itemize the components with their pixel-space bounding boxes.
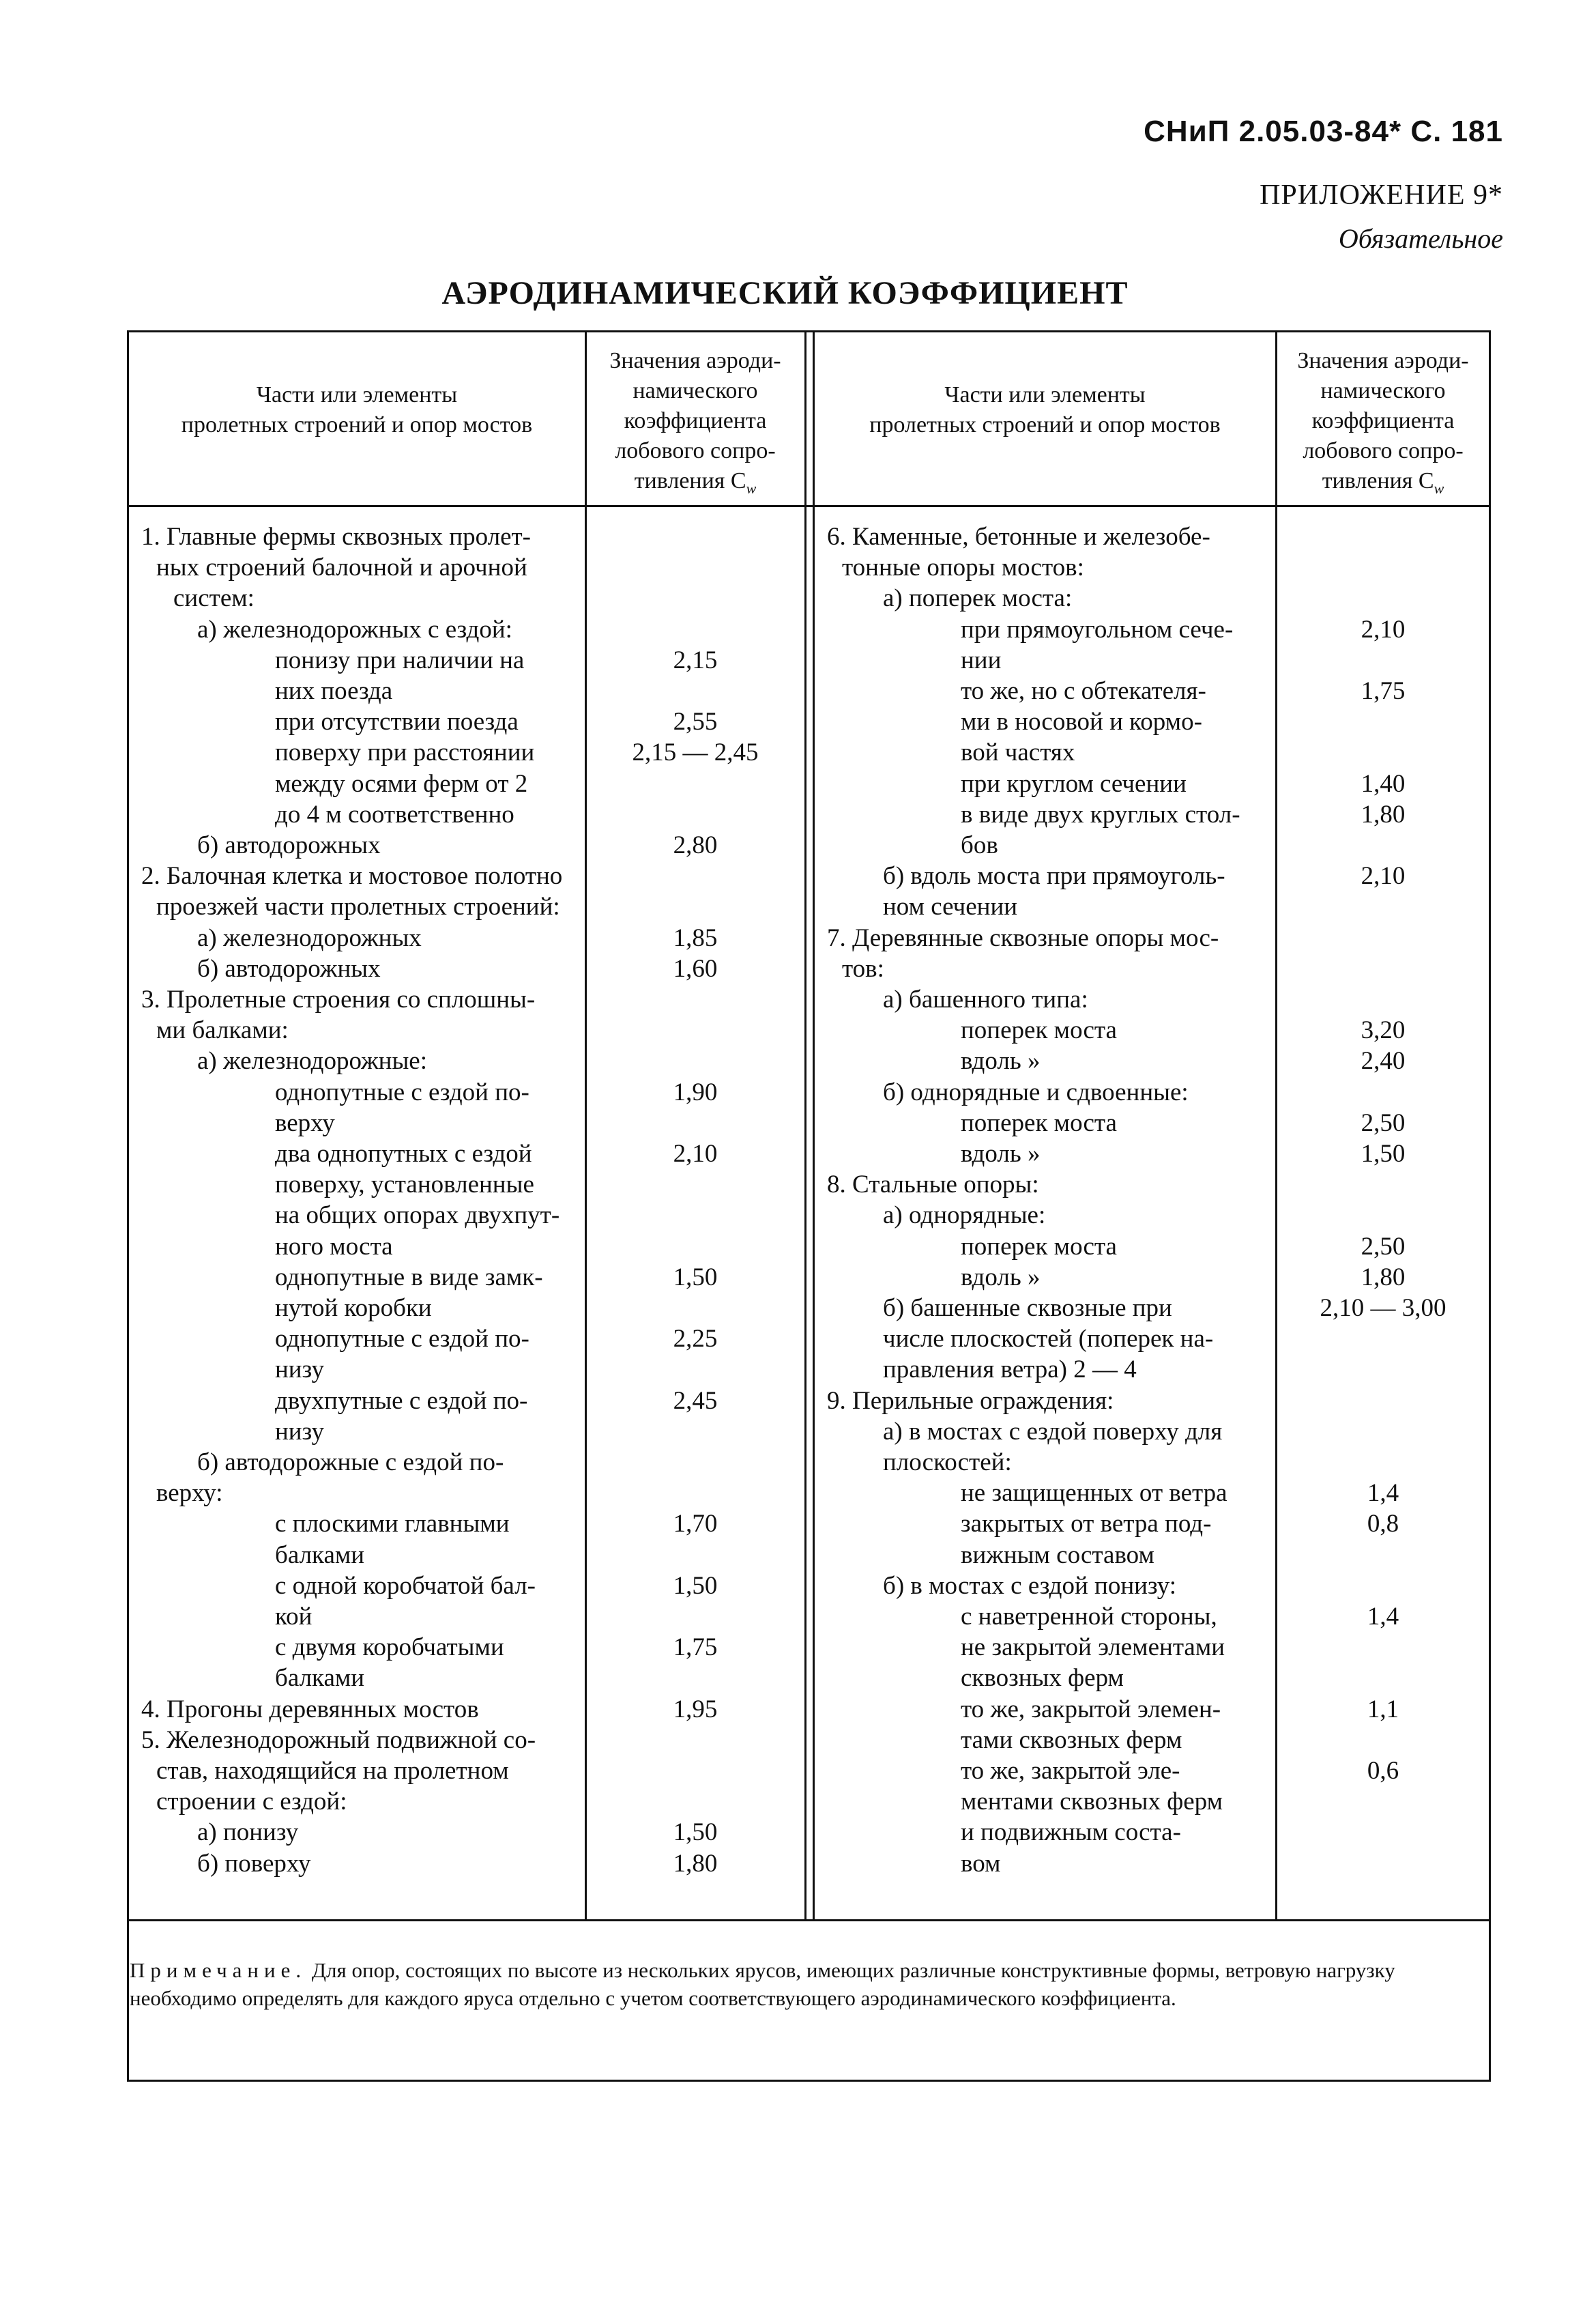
header-parts-line2: пролетных строений и опор мостов [181,412,533,437]
table-row-text: нутой коробки [275,1294,432,1322]
table-row-text: верху [275,1108,335,1137]
table-row-text: систем: [173,584,255,613]
header-value-line4: лобового сопро- [1303,438,1464,463]
table-row-value: 2,10 [1361,862,1406,891]
document-code: СНиП 2.05.03-84* С. 181 [1144,115,1503,148]
table-row-text: а) железнодорожных [197,923,422,952]
table-row-text: поверху при расстоянии [275,738,535,767]
header-parts-right [815,380,1275,440]
table-row-value: 2,10 — 3,00 [1320,1294,1447,1322]
table-row-value: 2,25 [673,1325,718,1353]
table-row-value: 1,95 [673,1695,718,1723]
table-row-text: вижным составом [961,1540,1154,1569]
header-parts-line1: Части или элементы [944,382,1146,407]
table-row-text: не защищенных от ветра [961,1479,1227,1508]
table-row-value: 1,50 [1361,1140,1406,1168]
table-row-text: низу [275,1417,324,1446]
table-row-text: а) в мостах с ездой поверху для [883,1417,1223,1446]
table-row-text: закрытых от ветра под- [961,1510,1212,1538]
table-row-text: 6. Каменные, бетонные и железобе- [827,523,1210,551]
table-row-text: балками [275,1664,365,1693]
table-row-value: 3,20 [1361,1016,1406,1045]
table-row-value: 1,50 [673,1571,718,1600]
table-row-value: 1,4 [1367,1603,1399,1631]
table-row-value: 2,15 — 2,45 [632,738,759,767]
table-row-text: ми балками: [156,1016,289,1045]
table-row-text: балками [275,1540,365,1569]
table-row-text: то же, закрытой эле- [961,1757,1180,1785]
header-value-line2: намического [633,378,758,403]
table-row-value: 0,8 [1367,1510,1399,1538]
appendix-status: Обязательное [1338,223,1503,254]
table-row-text: 7. Деревянные сквозные опоры мос- [827,923,1219,952]
header-parts-left [129,380,585,440]
table-row-text: то же, но с обтекателя- [961,677,1206,705]
table-row-text: однопутные с ездой по- [275,1078,529,1106]
table-row-text: верху: [156,1479,223,1508]
table-row-value: 1,50 [673,1263,718,1291]
header-value-line1: Значения аэроди- [1297,348,1469,373]
header-parts-line1: Части или элементы [256,382,458,407]
table-row-value: 1,70 [673,1510,718,1538]
table-row-text: б) в мостах с ездой понизу: [883,1571,1177,1600]
table-row-text: б) поверху [197,1849,311,1878]
table-row-text: с плоскими главными [275,1510,510,1538]
table-row-text: а) однорядные: [883,1201,1046,1230]
table-row-text: однопутные с ездой по- [275,1325,529,1353]
table-row-text: строении с ездой: [156,1788,347,1816]
table-row-text: поперек моста [961,1108,1117,1137]
table-row-text: 5. Железнодорожный подвижной со- [141,1725,536,1754]
table-row-text: и подвижным соста- [961,1818,1181,1847]
table-row-text: а) железнодорожные: [197,1047,428,1076]
table-row-value: 2,15 [673,646,718,674]
table-row-value: 1,80 [673,1849,718,1878]
table-row-text: двухпутные с ездой по- [275,1386,528,1415]
table-row-text: 8. Стальные опоры: [827,1171,1039,1199]
page-title: АЭРОДИНАМИЧЕСКИЙ КОЭФФИЦИЕНТ [441,275,1129,311]
table-row-value: 1,90 [673,1078,718,1106]
table-row-text: числе плоскостей (поперек на- [883,1325,1214,1353]
table-row-text: при отсутствии поезда [275,708,519,736]
table-row-text: плоскостей: [883,1448,1012,1476]
header-value-left [586,346,804,504]
table-row-value: 1,40 [1361,769,1406,798]
note-lead: Примечание. [130,1958,307,1982]
table-row-value: 1,75 [673,1633,718,1662]
table-row-value: 2,50 [1361,1232,1406,1261]
column-divider-middle-b [813,332,815,1919]
table-row-text: поперек моста [961,1016,1117,1045]
table-row-text: не закрытой элементами [961,1633,1225,1662]
table-row-value: 2,45 [673,1386,718,1415]
header-value-line4: лобового сопро- [615,438,776,463]
table-row-value: 1,50 [673,1818,718,1847]
table-row-value: 1,60 [673,954,718,983]
column-divider-left [585,332,587,1919]
header-value-line2: намического [1320,378,1446,403]
table-row-text: б) башенные сквозные при [883,1294,1172,1322]
table-row-value: 0,6 [1367,1757,1399,1785]
table-row-value: 1,80 [1361,800,1406,829]
table-row-text: вом [961,1849,1001,1878]
table-row-text: вой частях [961,738,1075,767]
table-row-value: 1,85 [673,923,718,952]
column-divider-middle-a [804,332,806,1919]
table-row-value: 2,10 [673,1140,718,1168]
table-row-text: сквозных ферм [961,1664,1124,1693]
table-row-text: 9. Перильные ограждения: [827,1386,1114,1415]
table-row-text: низу [275,1355,324,1384]
table-row-text: на общих опорах двухпут- [275,1201,560,1230]
header-value-line3: коэффициента [624,408,767,433]
table-row-text: 1. Главные фермы сквозных пролет- [141,523,531,551]
table-row-value: 2,10 [1361,615,1406,644]
table-row-text: проезжей части пролетных строений: [156,893,560,921]
table-row-value: 2,80 [673,831,718,859]
table-row-text: 3. Пролетные строения со сплошны- [141,986,536,1014]
table-row-value: 2,50 [1361,1108,1406,1137]
table-row-value: 2,40 [1361,1047,1406,1076]
table-row-text: а) железнодорожных с ездой: [197,615,512,644]
header-parts-line2: пролетных строений и опор мостов [869,412,1221,437]
table-row-text: ном сечении [883,893,1018,921]
table-row-text: тонные опоры мостов: [842,554,1084,582]
table-row-value: 1,4 [1367,1479,1399,1508]
table-row-text: ментами сквозных ферм [961,1788,1223,1816]
table-row-text: вдоль » [961,1140,1041,1168]
table-row-value: 1,75 [1361,677,1406,705]
note-divider [129,1919,1489,1921]
table-row-text: 4. Прогоны деревянных мостов [141,1695,479,1723]
table-row-text: б) автодорожных [197,831,381,859]
table-row-value: 1,1 [1367,1695,1399,1723]
table-row-text: б) однорядные и сдвоенные: [883,1078,1189,1106]
table-row-text: между осями ферм от 2 [275,769,528,798]
table-row-text: б) вдоль моста при прямоуголь- [883,862,1225,891]
table-row-text: а) башенного типа: [883,986,1088,1014]
table-row-text: тов: [842,954,884,983]
table-row-text: 2. Балочная клетка и мостовое полотно [141,862,563,891]
table-row-value: 2,55 [673,708,718,736]
table-row-text: однопутные в виде замк- [275,1263,543,1291]
table-row-text: них поезда [275,677,393,705]
table-row-text: нии [961,646,1002,674]
table-row-text: правления ветра) 2 — 4 [883,1355,1137,1384]
table-row-text: при круглом сечении [961,769,1187,798]
header-divider [129,505,1489,507]
header-value-line5: тивления $C_w$ [634,468,757,497]
table-row-text: ного моста [275,1232,393,1261]
table-row-text: то же, закрытой элемен- [961,1695,1221,1723]
table-row-text: тами сквозных ферм [961,1725,1182,1754]
table-row-text: ных строений балочной и арочной [156,554,527,582]
table-row-text: б) автодорожных [197,954,381,983]
table-row-text: с одной коробчатой бал- [275,1571,536,1600]
table-row-text: в виде двух круглых стол- [961,800,1240,829]
header-value-line3: коэффициента [1311,408,1455,433]
table-row-text: понизу при наличии на [275,646,525,674]
table-note [130,1956,1487,2012]
table-row-text: став, находящийся на пролетном [156,1757,509,1785]
appendix-label: ПРИЛОЖЕНИЕ 9* [1260,180,1503,211]
table-row-text: кой [275,1603,312,1631]
coefficient-table [127,330,1491,2082]
table-row-value: 1,80 [1361,1263,1406,1291]
table-row-text: до 4 м соответственно [275,800,514,829]
table-row-text: ми в носовой и кормо- [961,708,1202,736]
header-value-line5: тивления $C_w$ [1322,468,1444,497]
table-row-text: вдоль » [961,1047,1041,1076]
header-value-line1: Значения аэроди- [609,348,781,373]
table-row-text: поперек моста [961,1232,1117,1261]
table-row-text: а) поперек моста: [883,584,1073,613]
table-row-text: бов [961,831,998,859]
table-row-text: при прямоугольном сече- [961,615,1234,644]
table-row-text: с двумя коробчатыми [275,1633,504,1662]
table-row-text: поверху, установленные [275,1171,534,1199]
header-value-right [1277,346,1489,504]
table-row-text: а) понизу [197,1818,299,1847]
table-row-text: вдоль » [961,1263,1041,1291]
note-text: Для опор, состоящих по высоте из нескольких ярусов, имеющих различные конструктивные формы, ветровую нагрузку необходимо определять для каждого яруса отдельно с учетом соответствующего аэродинамического коэффициента. [130,1958,1395,2010]
table-row-text: б) автодорожные с ездой по- [197,1448,504,1476]
table-row-text: с наветренной стороны, [961,1603,1217,1631]
table-row-text: два однопутных с ездой [275,1140,532,1168]
